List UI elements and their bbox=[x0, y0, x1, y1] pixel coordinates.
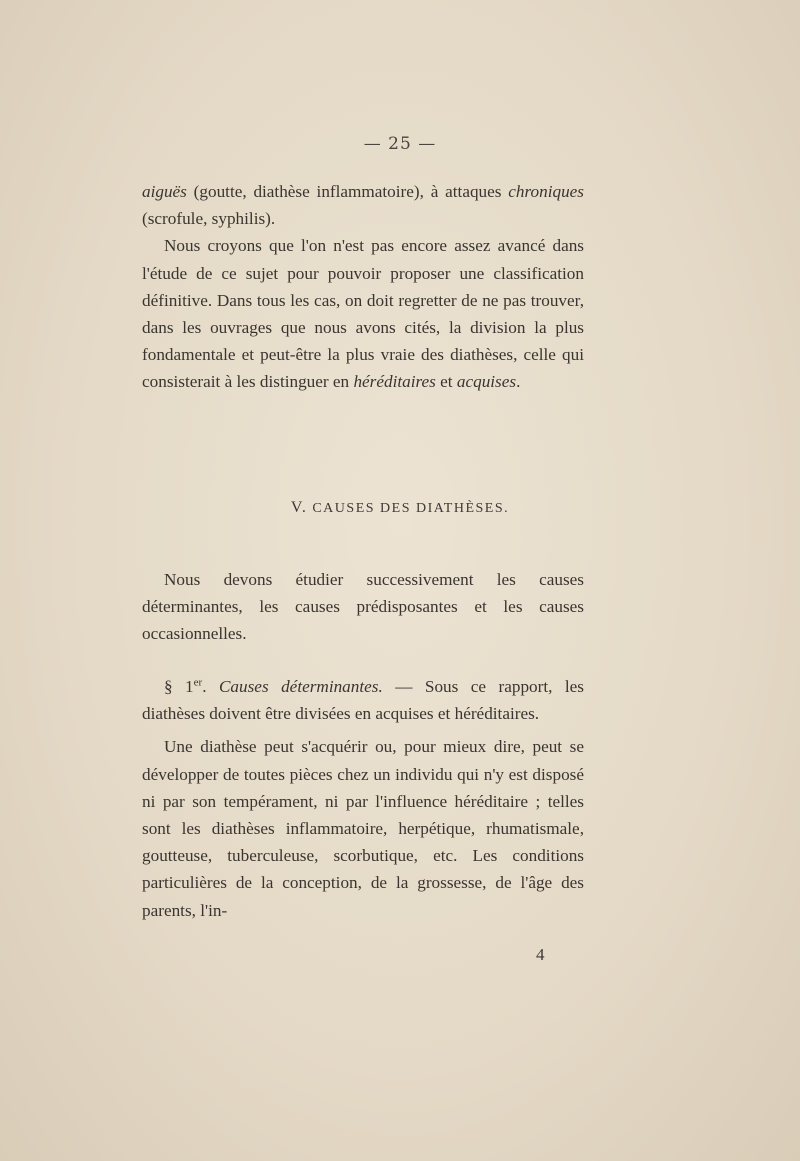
text-run: (goutte, diathèse inflammatoire), à attaques bbox=[186, 182, 509, 201]
text-block-causes bbox=[142, 566, 584, 648]
section-mark: § 1 bbox=[164, 677, 194, 696]
superscript: er bbox=[193, 676, 203, 689]
page-number: — 25 — bbox=[363, 134, 437, 154]
section-heading bbox=[0, 499, 800, 517]
text-run: . bbox=[516, 372, 521, 392]
italic-text: acquises bbox=[456, 372, 517, 392]
italic-text: aiguës bbox=[142, 182, 187, 201]
section-title: CAUSES DES DIATHÈSES. bbox=[312, 501, 510, 516]
text-run: (scrofule, syphilis). bbox=[142, 209, 276, 229]
signature-mark: 4 bbox=[536, 945, 545, 964]
text-block-top bbox=[142, 178, 584, 396]
paragraph-continuation bbox=[142, 178, 584, 232]
text-run: et bbox=[435, 372, 457, 392]
italic-text: héréditaires bbox=[353, 372, 436, 392]
italic-text: Causes déterminantes. bbox=[218, 677, 383, 696]
text-run: Nous croyons que l'on n'est pas encore assez avancé dans l'étude de ce sujet pour pouvoir proposer une classification définitive. Dans tous les cas, on doit regretter de ne pas trouver, dans les ouvrages que nous avons cités, la division la plus fondamentale et peut-être la plus vraie des diathèses, celle qui consisterait à les distinguer en bbox=[142, 236, 584, 392]
section-number: V. bbox=[290, 499, 308, 516]
paragraph-intro: Nous devons étudier successivement les causes déterminantes, les causes prédisposantes et les causes occasionnelles. bbox=[142, 570, 584, 644]
paragraph-diathese: Une diathèse peut s'acquérir ou, pour mieux dire, peut se développer de toutes pièces chez un individu qui n'y est disposé ni par son tempérament, ni par l'influence héréditaire ; telles sont les diathèses inflammatoire, herpétique, rhumatismale, goutteuse, tuberculeuse, scorbutique, etc. Les conditions particulières de la conception, de la grossesse, de l'âge des parents, l'in- bbox=[142, 737, 584, 920]
text-run: . bbox=[202, 677, 219, 696]
text-run: — Sous ce rapport, les diathèses doivent être divisées en acquises et héréditaires. bbox=[142, 677, 584, 724]
italic-text: chroniques bbox=[508, 182, 584, 201]
text-block-main bbox=[142, 673, 584, 924]
paragraph-classification bbox=[142, 232, 584, 395]
paragraph-determinantes bbox=[142, 673, 584, 727]
